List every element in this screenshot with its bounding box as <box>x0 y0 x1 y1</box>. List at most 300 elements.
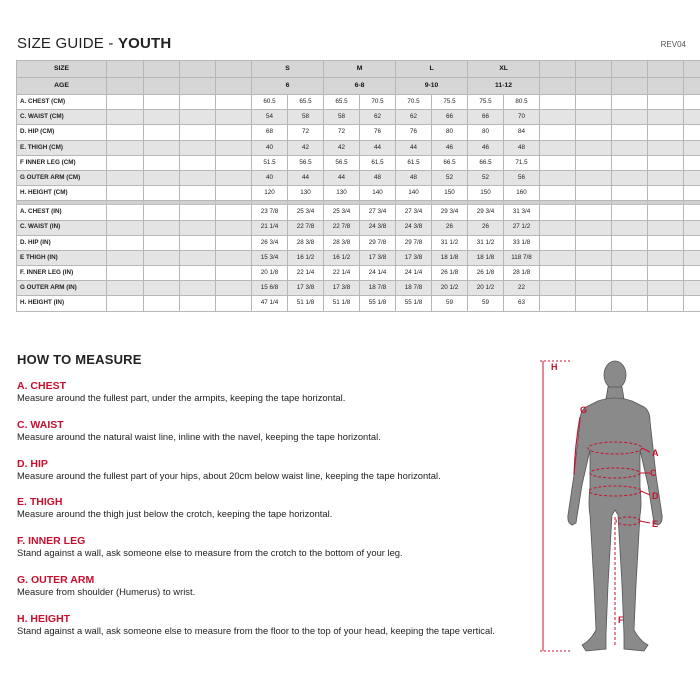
empty-cell <box>180 235 216 250</box>
table-cell: 31 3/4 <box>504 205 540 220</box>
table-cell: 76 <box>396 125 432 140</box>
table-cell: 17 3/8 <box>324 281 360 296</box>
row-label: F INNER LEG (CM) <box>17 155 107 170</box>
table-cell: 52 <box>468 170 504 185</box>
size-column-header: XL <box>468 61 540 78</box>
empty-cell <box>576 281 612 296</box>
empty-cell <box>612 186 648 201</box>
table-cell: 26 3/4 <box>252 235 288 250</box>
empty-cell <box>107 125 144 140</box>
table-cell: 22 <box>504 281 540 296</box>
empty-cell <box>648 250 684 265</box>
empty-cell <box>612 220 648 235</box>
section-heading: D. HIP <box>17 458 48 470</box>
empty-cell <box>107 205 144 220</box>
table-cell: 80 <box>432 125 468 140</box>
table-cell: 42 <box>324 140 360 155</box>
label-d: D <box>652 491 659 501</box>
empty-cell <box>107 266 144 281</box>
table-cell: 75.5 <box>468 95 504 110</box>
table-cell: 15 6/8 <box>252 281 288 296</box>
table-cell: 68 <box>252 125 288 140</box>
empty-cell <box>216 186 252 201</box>
size-column-header: M <box>324 61 396 78</box>
empty-cell <box>540 266 576 281</box>
table-cell: 29 7/8 <box>360 235 396 250</box>
measure-section-hip <box>17 458 537 482</box>
empty-cell <box>648 95 684 110</box>
table-row <box>17 235 700 250</box>
section-text: Measure around the natural waist line, inline with the navel, keeping the tape horizontal. <box>17 431 381 442</box>
header-row <box>17 78 700 95</box>
table-cell: 29 7/8 <box>396 235 432 250</box>
empty-cell <box>107 155 144 170</box>
table-cell: 80.5 <box>504 95 540 110</box>
table-cell: 25 3/4 <box>324 205 360 220</box>
table-cell: 22 7/8 <box>324 220 360 235</box>
table-cell: 23 7/8 <box>252 205 288 220</box>
size-guide-table <box>16 60 700 312</box>
page-title: SIZE GUIDE - YOUTH <box>17 35 172 52</box>
table-cell: 48 <box>504 140 540 155</box>
empty-cell <box>648 78 684 95</box>
label-g: G <box>580 405 588 415</box>
table-cell: 72 <box>324 125 360 140</box>
table-cell: 33 1/8 <box>504 235 540 250</box>
empty-cell <box>612 266 648 281</box>
empty-cell <box>576 220 612 235</box>
table-cell: 56 <box>504 170 540 185</box>
empty-cell <box>684 140 700 155</box>
body-measure-figure <box>540 355 690 660</box>
row-label: C. WAIST (IN) <box>17 220 107 235</box>
measure-section-chest <box>17 380 537 404</box>
empty-cell <box>612 61 648 78</box>
table-cell: 48 <box>360 170 396 185</box>
table-cell: 20 1/8 <box>252 266 288 281</box>
empty-cell <box>216 110 252 125</box>
table-cell: 17 3/8 <box>396 250 432 265</box>
empty-cell <box>216 205 252 220</box>
empty-cell <box>576 170 612 185</box>
empty-cell <box>612 281 648 296</box>
table-cell: 27 3/4 <box>396 205 432 220</box>
row-label: C. WAIST (CM) <box>17 110 107 125</box>
empty-cell <box>180 281 216 296</box>
empty-cell <box>576 266 612 281</box>
label-f: F <box>618 615 624 625</box>
table-cell: 72 <box>288 125 324 140</box>
table-cell: 58 <box>288 110 324 125</box>
table-cell: 55 1/8 <box>396 296 432 311</box>
empty-cell <box>684 220 700 235</box>
table-row <box>17 250 700 265</box>
table-cell: 58 <box>324 110 360 125</box>
table-cell: 28 3/8 <box>288 235 324 250</box>
table-cell: 25 3/4 <box>288 205 324 220</box>
empty-cell <box>540 155 576 170</box>
row-label: G OUTER ARM (IN) <box>17 281 107 296</box>
empty-cell <box>144 170 180 185</box>
empty-cell <box>684 250 700 265</box>
revision-code: REV04 <box>660 40 686 49</box>
table-cell: 24 3/8 <box>396 220 432 235</box>
empty-cell <box>180 155 216 170</box>
table-cell: 22 1/4 <box>324 266 360 281</box>
table-row <box>17 281 700 296</box>
empty-cell <box>180 140 216 155</box>
table-row <box>17 140 700 155</box>
empty-cell <box>576 95 612 110</box>
section-text: Measure around the thigh just below the crotch, keeping the tape horizontal. <box>17 508 333 519</box>
section-text: Measure around the fullest part of your hips, about 20cm below waist line, keeping the tape horizontal. <box>17 470 441 481</box>
empty-cell <box>612 78 648 95</box>
empty-cell <box>684 186 700 201</box>
table-cell: 31 1/2 <box>432 235 468 250</box>
table-row <box>17 125 700 140</box>
table-cell: 55 1/8 <box>360 296 396 311</box>
empty-cell <box>180 125 216 140</box>
table-cell: 61.5 <box>360 155 396 170</box>
empty-cell <box>144 281 180 296</box>
empty-cell <box>540 110 576 125</box>
table-cell: 26 <box>468 220 504 235</box>
label-h: H <box>551 362 558 372</box>
table-cell: 44 <box>360 140 396 155</box>
empty-cell <box>648 110 684 125</box>
empty-cell <box>612 205 648 220</box>
table-row <box>17 296 700 311</box>
table-cell: 44 <box>396 140 432 155</box>
table-cell: 150 <box>432 186 468 201</box>
table-cell: 65.5 <box>288 95 324 110</box>
table-cell: 44 <box>288 170 324 185</box>
empty-cell <box>540 281 576 296</box>
table-cell: 140 <box>396 186 432 201</box>
table-cell: 21 1/4 <box>252 220 288 235</box>
table-cell: 31 1/2 <box>468 235 504 250</box>
table-cell: 20 1/2 <box>432 281 468 296</box>
empty-cell <box>684 155 700 170</box>
age-column-header: 11-12 <box>468 78 540 95</box>
empty-cell <box>144 78 180 95</box>
empty-cell <box>144 205 180 220</box>
age-column-header: 9-10 <box>396 78 468 95</box>
empty-cell <box>540 78 576 95</box>
empty-cell <box>216 266 252 281</box>
table-cell: 24 1/4 <box>396 266 432 281</box>
label-a: A <box>652 448 659 458</box>
empty-cell <box>216 235 252 250</box>
table-cell: 20 1/2 <box>468 281 504 296</box>
table-cell: 51 1/8 <box>288 296 324 311</box>
empty-cell <box>144 235 180 250</box>
size-column-header: S <box>252 61 324 78</box>
empty-cell <box>576 61 612 78</box>
table-row <box>17 186 700 201</box>
empty-cell <box>144 296 180 311</box>
empty-cell <box>180 296 216 311</box>
table-cell: 140 <box>360 186 396 201</box>
empty-cell <box>107 235 144 250</box>
table-cell: 61.5 <box>396 155 432 170</box>
table-cell: 66.5 <box>432 155 468 170</box>
section-text: Measure around the fullest part, under the armpits, keeping the tape horizontal. <box>17 392 346 403</box>
table-row <box>17 155 700 170</box>
table-cell: 76 <box>360 125 396 140</box>
table-row <box>17 266 700 281</box>
empty-cell <box>107 95 144 110</box>
empty-cell <box>216 281 252 296</box>
table-cell: 160 <box>504 186 540 201</box>
row-label: D. HIP (IN) <box>17 235 107 250</box>
table-cell: 48 <box>396 170 432 185</box>
empty-cell <box>576 296 612 311</box>
table-cell: 120 <box>252 186 288 201</box>
how-to-measure-title: HOW TO MEASURE <box>17 352 142 367</box>
empty-cell <box>648 281 684 296</box>
empty-cell <box>144 110 180 125</box>
empty-cell <box>107 140 144 155</box>
empty-cell <box>180 205 216 220</box>
measure-section-waist <box>17 419 537 443</box>
empty-cell <box>216 61 252 78</box>
empty-cell <box>180 78 216 95</box>
empty-cell <box>216 78 252 95</box>
empty-cell <box>107 110 144 125</box>
table-cell: 16 1/2 <box>288 250 324 265</box>
table-cell: 62 <box>396 110 432 125</box>
table-row <box>17 205 700 220</box>
table-cell: 29 3/4 <box>468 205 504 220</box>
table-cell: 70.5 <box>360 95 396 110</box>
empty-cell <box>540 250 576 265</box>
empty-cell <box>576 205 612 220</box>
empty-cell <box>144 186 180 201</box>
table-cell: 28 1/8 <box>504 266 540 281</box>
table-cell: 56.5 <box>288 155 324 170</box>
age-column-header: 6-8 <box>324 78 396 95</box>
empty-cell <box>684 281 700 296</box>
empty-cell <box>540 140 576 155</box>
table-cell: 18 7/8 <box>360 281 396 296</box>
empty-cell <box>107 281 144 296</box>
empty-cell <box>180 186 216 201</box>
empty-cell <box>144 220 180 235</box>
empty-cell <box>180 110 216 125</box>
empty-cell <box>576 140 612 155</box>
table-row <box>17 95 700 110</box>
age-column-header: 6 <box>252 78 324 95</box>
table-row <box>17 110 700 125</box>
empty-cell <box>216 250 252 265</box>
table-cell: 16 1/2 <box>324 250 360 265</box>
table-cell: 75.5 <box>432 95 468 110</box>
empty-cell <box>612 125 648 140</box>
table-cell: 130 <box>324 186 360 201</box>
empty-cell <box>144 250 180 265</box>
table-cell: 66 <box>468 110 504 125</box>
empty-cell <box>540 296 576 311</box>
table-cell: 66 <box>432 110 468 125</box>
label-e: E <box>652 519 659 529</box>
age-header: AGE <box>17 78 107 95</box>
table-cell: 71.5 <box>504 155 540 170</box>
table-cell: 60.5 <box>252 95 288 110</box>
section-text: Measure from shoulder (Humerus) to wrist. <box>17 586 196 597</box>
section-heading: E. THIGH <box>17 496 63 508</box>
table-cell: 80 <box>468 125 504 140</box>
section-heading: F. INNER LEG <box>17 535 86 547</box>
table-cell: 70.5 <box>396 95 432 110</box>
section-heading: C. WAIST <box>17 419 64 431</box>
empty-cell <box>684 235 700 250</box>
table-cell: 56.5 <box>324 155 360 170</box>
table-cell: 52 <box>432 170 468 185</box>
table-cell: 24 3/8 <box>360 220 396 235</box>
empty-cell <box>576 110 612 125</box>
section-text: Stand against a wall, ask someone else to measure from the crotch to the bottom of your leg. <box>17 547 403 558</box>
empty-cell <box>612 235 648 250</box>
empty-cell <box>648 140 684 155</box>
section-heading: G. OUTER ARM <box>17 574 95 586</box>
table-cell: 40 <box>252 140 288 155</box>
empty-cell <box>684 78 700 95</box>
empty-cell <box>107 186 144 201</box>
empty-cell <box>540 95 576 110</box>
empty-cell <box>180 61 216 78</box>
empty-cell <box>684 296 700 311</box>
table-cell: 150 <box>468 186 504 201</box>
table-cell: 17 3/8 <box>360 250 396 265</box>
empty-cell <box>684 110 700 125</box>
empty-cell <box>216 155 252 170</box>
table-cell: 26 <box>432 220 468 235</box>
table-cell: 66.5 <box>468 155 504 170</box>
table-cell: 26 1/8 <box>468 266 504 281</box>
empty-cell <box>107 78 144 95</box>
empty-cell <box>144 155 180 170</box>
empty-cell <box>216 220 252 235</box>
empty-cell <box>648 61 684 78</box>
empty-cell <box>107 250 144 265</box>
empty-cell <box>540 235 576 250</box>
table-cell: 27 3/4 <box>360 205 396 220</box>
table-cell: 26 1/8 <box>432 266 468 281</box>
table-cell: 54 <box>252 110 288 125</box>
table-cell: 130 <box>288 186 324 201</box>
row-label: A. CHEST (CM) <box>17 95 107 110</box>
empty-cell <box>648 266 684 281</box>
empty-cell <box>540 186 576 201</box>
empty-cell <box>144 61 180 78</box>
table-cell: 47 1/4 <box>252 296 288 311</box>
empty-cell <box>107 170 144 185</box>
empty-cell <box>612 95 648 110</box>
measure-section-outer-arm <box>17 574 537 598</box>
section-text: Stand against a wall, ask someone else to measure from the floor to the top of your head, keeping the tape vertical. <box>17 625 495 636</box>
table-cell: 29 3/4 <box>432 205 468 220</box>
empty-cell <box>216 296 252 311</box>
empty-cell <box>144 95 180 110</box>
header-row <box>17 61 700 78</box>
empty-cell <box>180 170 216 185</box>
table-cell: 27 1/2 <box>504 220 540 235</box>
table-cell: 15 3/4 <box>252 250 288 265</box>
table-cell: 28 3/8 <box>324 235 360 250</box>
empty-cell <box>540 220 576 235</box>
empty-cell <box>684 205 700 220</box>
empty-cell <box>612 250 648 265</box>
table-cell: 62 <box>360 110 396 125</box>
empty-cell <box>216 140 252 155</box>
table-cell: 59 <box>432 296 468 311</box>
row-label: D. HIP (CM) <box>17 125 107 140</box>
label-c: C <box>650 468 657 478</box>
empty-cell <box>612 110 648 125</box>
size-column-header: L <box>396 61 468 78</box>
empty-cell <box>107 296 144 311</box>
empty-cell <box>144 266 180 281</box>
empty-cell <box>107 61 144 78</box>
empty-cell <box>648 235 684 250</box>
table-cell: 84 <box>504 125 540 140</box>
empty-cell <box>648 170 684 185</box>
empty-cell <box>576 78 612 95</box>
empty-cell <box>107 220 144 235</box>
empty-cell <box>180 250 216 265</box>
empty-cell <box>684 95 700 110</box>
table-cell: 59 <box>468 296 504 311</box>
measure-section-inner-leg <box>17 535 537 559</box>
empty-cell <box>648 186 684 201</box>
row-label: F. INNER LEG (IN) <box>17 266 107 281</box>
empty-cell <box>180 266 216 281</box>
table-cell: 40 <box>252 170 288 185</box>
empty-cell <box>540 61 576 78</box>
row-label: A. CHEST (IN) <box>17 205 107 220</box>
row-label: G OUTER ARM (CM) <box>17 170 107 185</box>
empty-cell <box>684 266 700 281</box>
table-cell: 44 <box>324 170 360 185</box>
empty-cell <box>612 170 648 185</box>
empty-cell <box>576 250 612 265</box>
empty-cell <box>576 155 612 170</box>
table-cell: 70 <box>504 110 540 125</box>
empty-cell <box>684 61 700 78</box>
table-cell: 65.5 <box>324 95 360 110</box>
table-cell: 22 1/4 <box>288 266 324 281</box>
empty-cell <box>648 155 684 170</box>
empty-cell <box>648 296 684 311</box>
empty-cell <box>612 155 648 170</box>
table-cell: 63 <box>504 296 540 311</box>
empty-cell <box>612 140 648 155</box>
empty-cell <box>576 125 612 140</box>
table-cell: 51 1/8 <box>324 296 360 311</box>
table-cell: 24 1/4 <box>360 266 396 281</box>
row-label: E THIGH (IN) <box>17 250 107 265</box>
row-label: H. HEIGHT (CM) <box>17 186 107 201</box>
measure-section-height <box>17 613 537 637</box>
empty-cell <box>540 125 576 140</box>
empty-cell <box>576 186 612 201</box>
table-cell: 118 7/8 <box>504 250 540 265</box>
table-cell: 22 7/8 <box>288 220 324 235</box>
size-header: SIZE <box>17 61 107 78</box>
empty-cell <box>648 125 684 140</box>
empty-cell <box>576 235 612 250</box>
